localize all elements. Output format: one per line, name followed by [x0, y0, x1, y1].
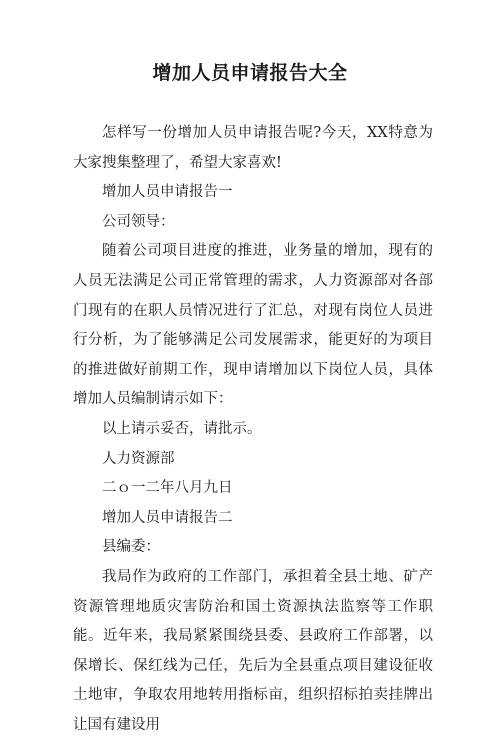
paragraph-salutation-county: 县编委：: [102, 539, 160, 556]
paragraph-date: 二ｏ一二年八月九日: [102, 480, 233, 497]
paragraph-intro: 怎样写一份增加人员申请报告呢?今天，XX特意为大家搜集整理了，希望大家喜欢!: [73, 125, 433, 171]
paragraph-signature-department: 人力资源部: [102, 450, 175, 467]
document-title: 增加人员申请报告大全: [152, 62, 348, 84]
document-body: [73, 119, 433, 740]
paragraph-bureau-body: 我局作为政府的工作部门，承担着全县土地、矿产资源管理地质灾害防治和国土资源执法监察等工作职能。近年来，我局紧紧围绕县委、县政府工作部署，以保增长、保红线为己任，先后为全县重点项目建设征收土地审，争取农用地转用指标亩，组织招标拍卖挂牌出让国有建设用: [73, 568, 433, 733]
paragraph-request-body: 随着公司项目进度的推进，业务量的增加，现有的人员无法满足公司正常管理的需求，人力资源部对各部门现有的在职人员情况进行了汇总，对现有岗位人员进行分析，为了能够满足公司发展需求，能更好的为项目的推进做好前期工作，现申请增加以下岗位人员，具体增加人员编制请示如下：: [73, 243, 433, 408]
paragraph-closing-request: 以上请示妥否，请批示。: [102, 420, 262, 437]
paragraph-heading-report-two: 增加人员申请报告二: [102, 509, 233, 526]
paragraph-heading-report-one: 增加人员申请报告一: [102, 184, 233, 201]
paragraph-salutation-company: 公司领导：: [102, 213, 175, 230]
